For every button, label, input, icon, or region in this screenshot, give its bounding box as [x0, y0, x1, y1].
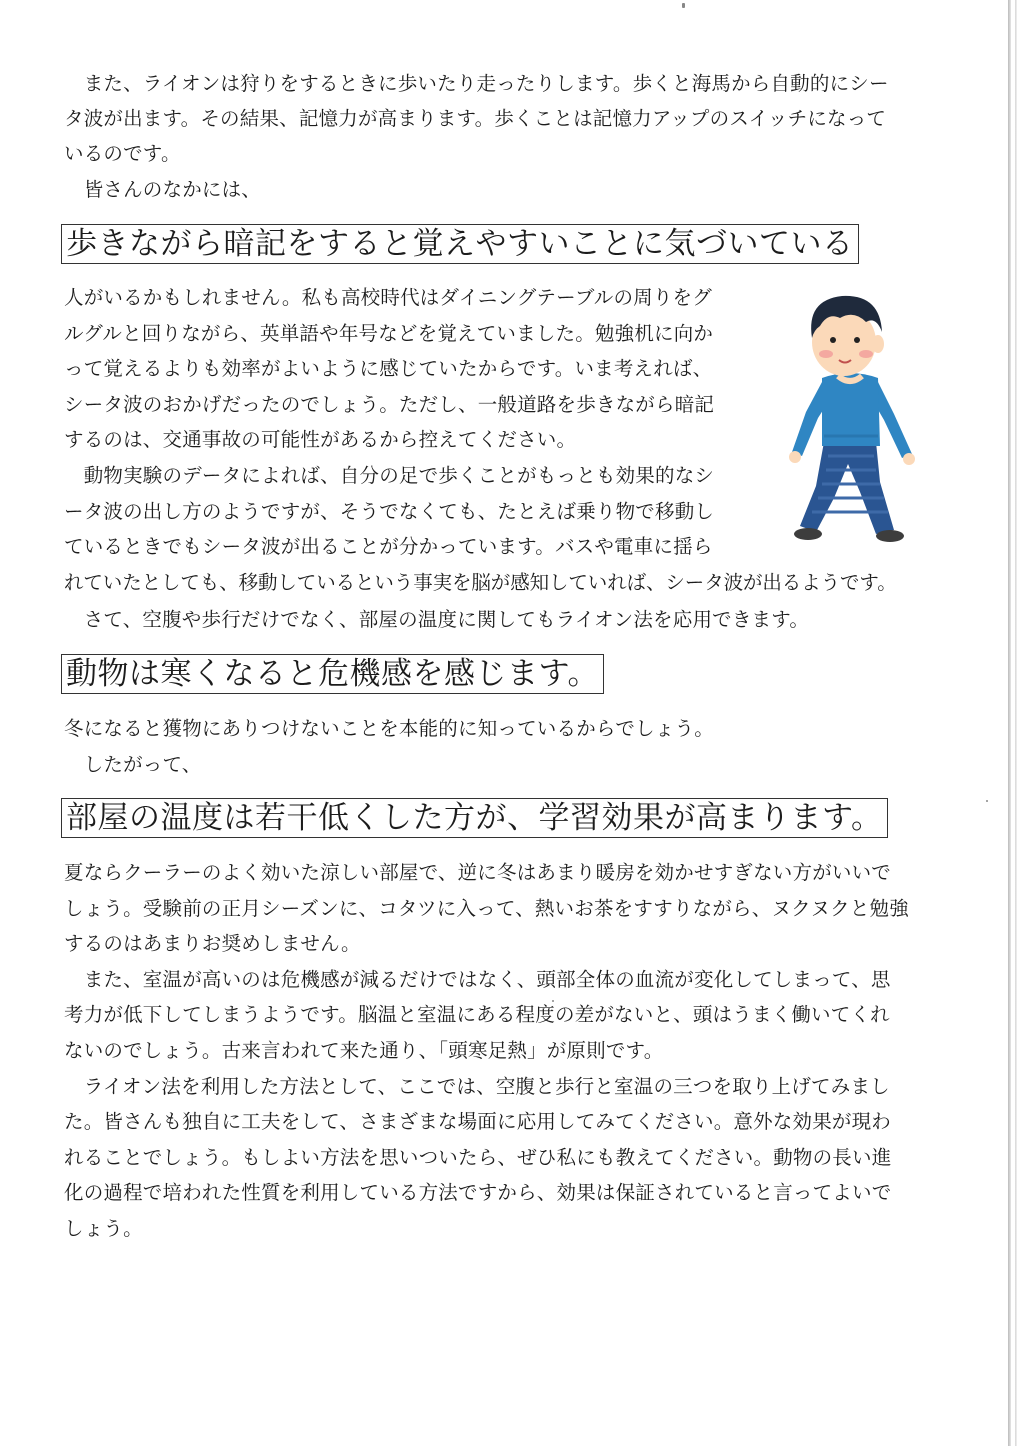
body-line: 化の過程で培われた性質を利用している方法ですから、効果は保証されていると言ってよいで — [64, 1181, 892, 1204]
highlight-box: 歩きながら暗記をすると覚えやすいことに気づいている — [61, 224, 859, 264]
body-line: しょう。受験前の正月シーズンに、コタツに入って、熱いお茶をすすりながら、ヌクヌクと勉強 — [64, 897, 909, 920]
walking-boy-illustration — [776, 286, 924, 552]
scan-speck — [682, 3, 685, 8]
body-line: ライオン法を利用した方法として、ここでは、空腹と歩行と室温の三つを取り上げてみまし — [64, 1075, 890, 1098]
body-line: するのは、交通事故の可能性があるから控えてください。 — [64, 428, 577, 451]
body-line: ルグルと回りながら、英単語や年号などを覚えていました。勉強机に向か — [64, 322, 714, 345]
scan-edge-shadow — [1008, 0, 1011, 1446]
body-line: シータ波のおかげだったのでしょう。ただし、一般道路を歩きながら暗記 — [64, 393, 715, 416]
body-line: 考力が低下してしまうようです。脳温と室温にある程度の差がないと、頭はうまく働いてくれ — [64, 1003, 890, 1026]
shoe-right — [876, 530, 904, 542]
shoe-left — [794, 528, 822, 540]
body-line: また、室温が高いのは危機感が減るだけではなく、頭部全体の血流が変化してしまって、思 — [64, 968, 891, 991]
body-line: また、ライオンは狩りをするときに歩いたり走ったりします。歩くと海馬から自動的にシー — [64, 72, 889, 95]
body-line: 動物実験のデータによれば、自分の足で歩くことがもっとも効果的なシ — [64, 464, 715, 487]
hand-left — [789, 451, 801, 463]
body-line: ないのでしょう。古来言われて来た通り、「頭寒足熱」が原則です。 — [64, 1039, 664, 1062]
scan-speck — [986, 800, 988, 802]
body-line: ータ波の出し方のようですが、そうでなくても、たとえば乗り物で移動し — [64, 500, 715, 523]
body-line: ているときでもシータ波が出ることが分かっています。バスや電車に揺ら — [64, 535, 713, 558]
body-line: タ波が出ます。その結果、記憶力が高まります。歩くことは記憶力アップのスイッチになって — [64, 107, 887, 130]
body-line: れていたとしても、移動しているという事実を脳が感知していれば、シータ波が出るようです。 — [64, 571, 897, 594]
body-line: た。皆さんも独自に工夫をして、さまざまな場面に応用してみてください。意外な効果が現わ — [64, 1110, 892, 1133]
body-line: れることでしょう。もしよい方法を思いついたら、ぜひ私にも教えてください。動物の長い進 — [64, 1146, 892, 1169]
hand-right — [903, 453, 915, 465]
lead-in-text: 皆さんのなかには、 — [64, 178, 262, 201]
body-line: って覚えるよりも効率がよいように感じていたからです。いま考えれば、 — [64, 357, 713, 380]
highlight-box: 部屋の温度は若干低くした方が、学習効果が高まります。 — [61, 798, 888, 838]
body-line: するのはあまりお奨めしません。 — [64, 932, 361, 955]
body-line: しょう。 — [64, 1217, 143, 1240]
body-line: 人がいるかもしれません。私も高校時代はダイニングテーブルの周りをグ — [64, 286, 712, 309]
body-line: 夏ならクーラーのよく効いた涼しい部屋で、逆に冬はあまり暖房を効かせすぎない方がいいで — [64, 861, 892, 884]
body-line: さて、空腹や歩行だけでなく、部屋の温度に関してもライオン法を応用できます。 — [64, 608, 810, 631]
scan-edge-shadow-inner — [1015, 0, 1017, 1446]
lead-in-text: したがって、 — [64, 753, 202, 776]
highlight-box: 動物は寒くなると危機感を感じます。 — [61, 654, 604, 694]
body-line: 冬になると獲物にありつけないことを本能的に知っているからでしょう。 — [64, 717, 714, 740]
body-line: いるのです。 — [64, 142, 181, 165]
